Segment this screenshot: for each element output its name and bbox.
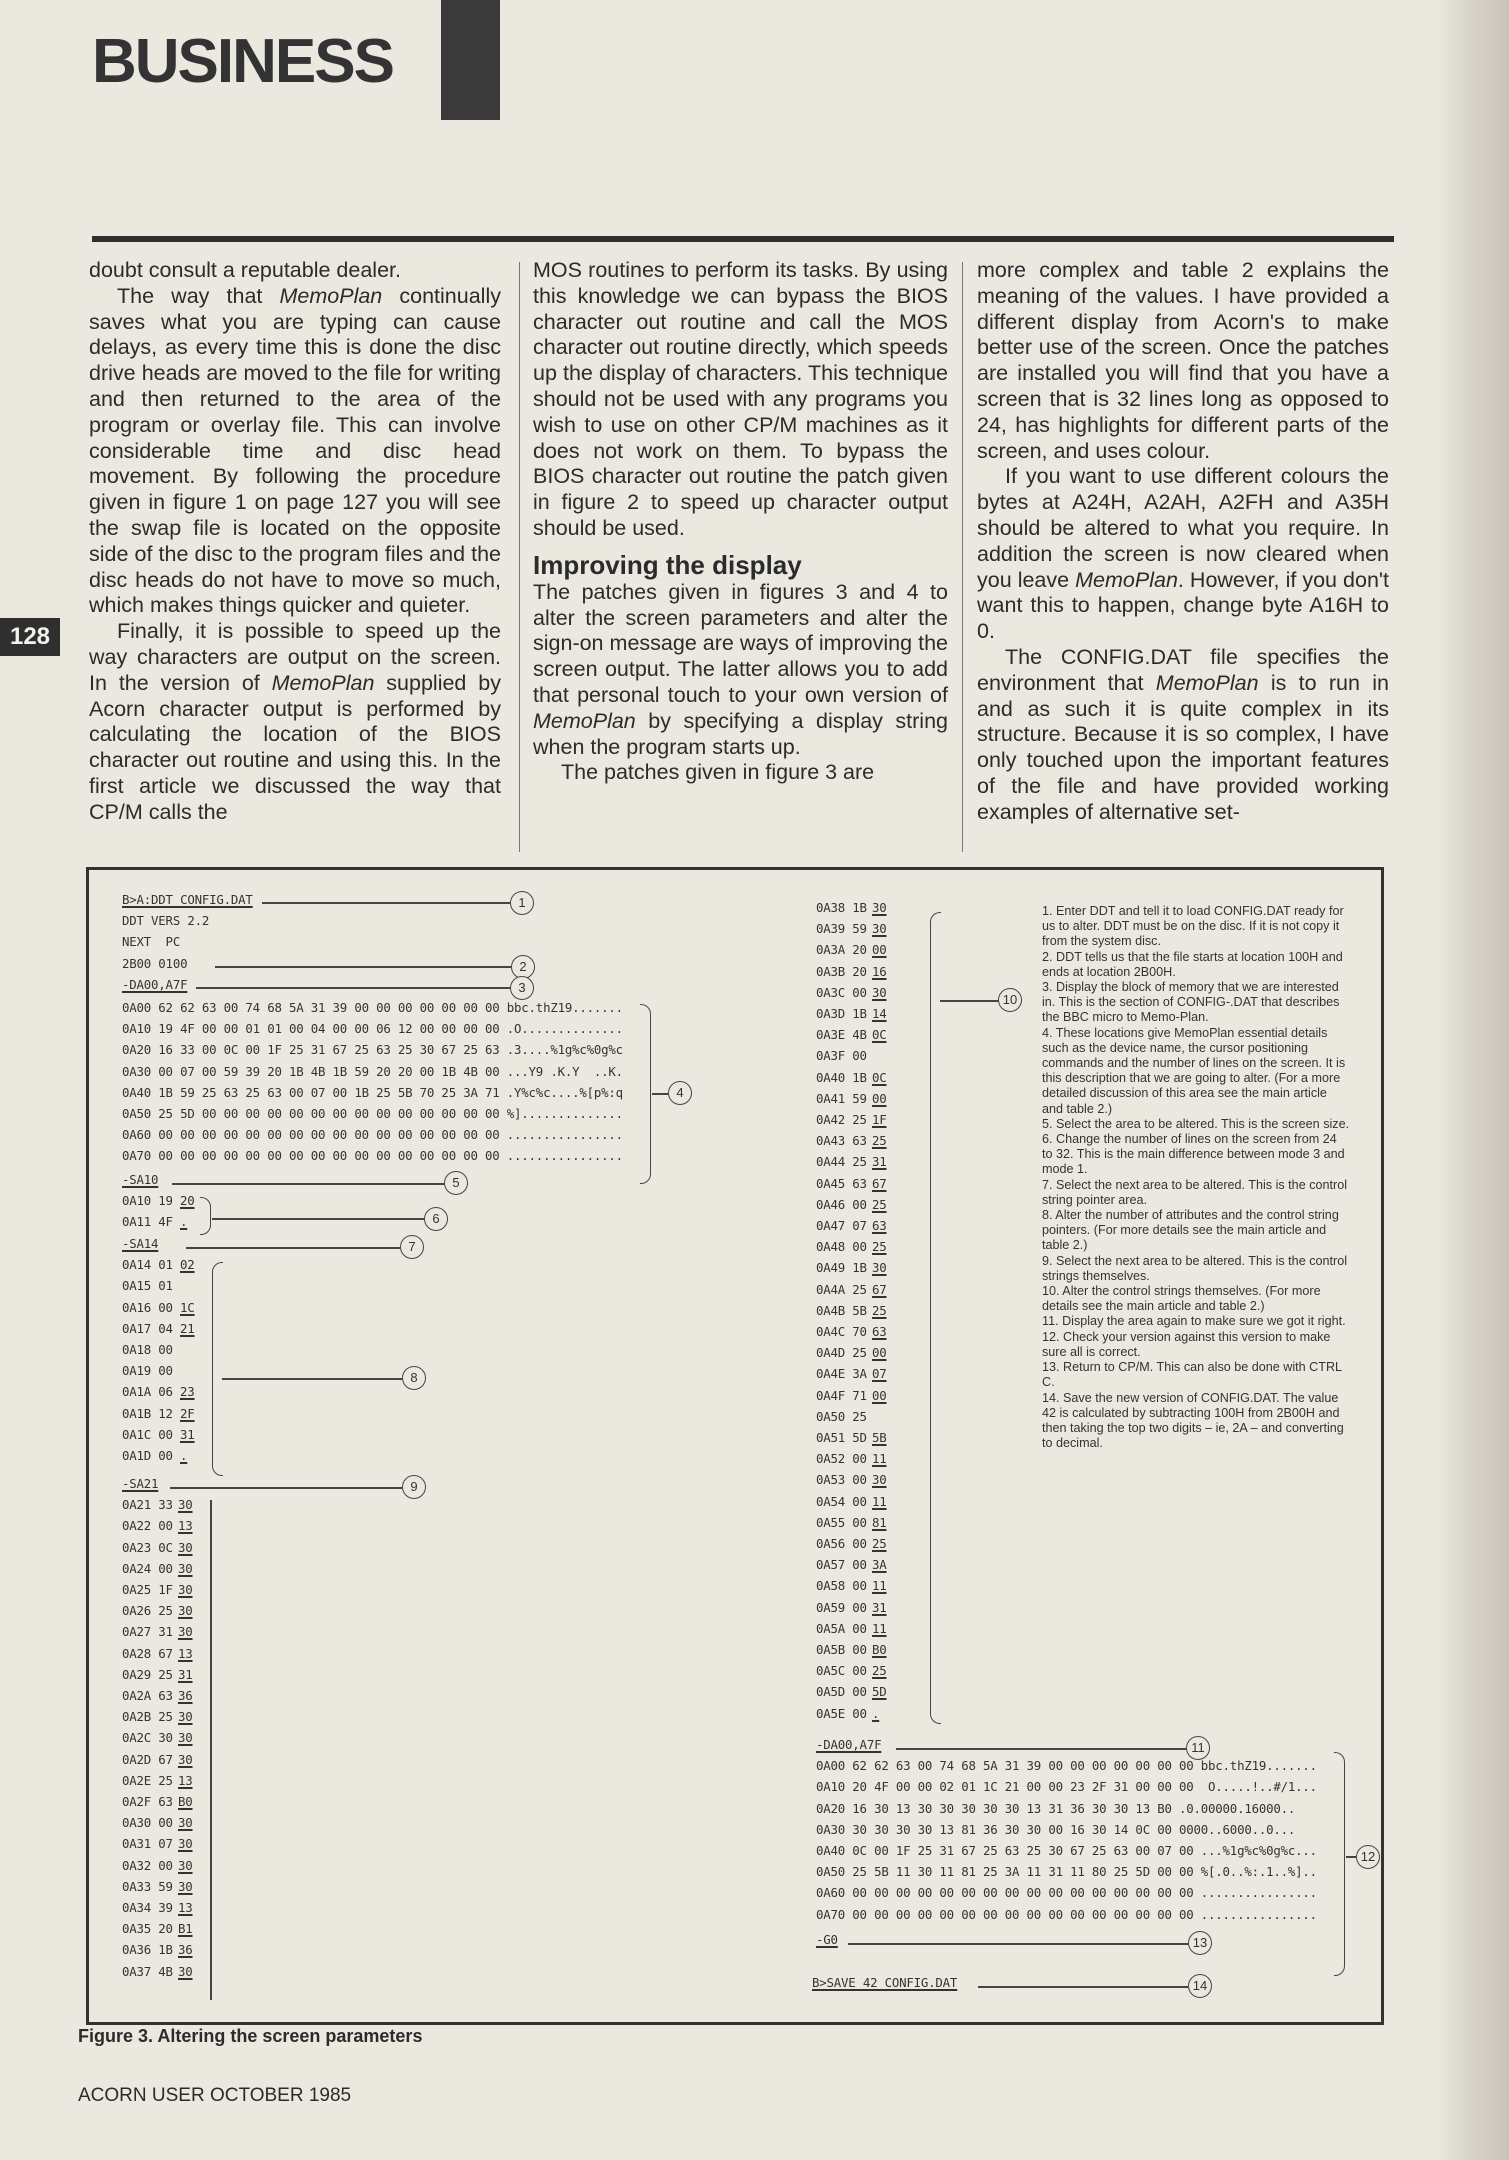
patched-byte: 63 xyxy=(872,1324,887,1339)
ddt-command-line: B>A:DDT CONFIG.DAT xyxy=(122,892,253,907)
memory-address: 0A5C 00 xyxy=(816,1663,867,1679)
patched-byte: 30 xyxy=(872,921,887,937)
note-item: 5. Select the area to be altered. This is the screen size. xyxy=(1042,1116,1350,1131)
memory-address: 0A2E 25 xyxy=(122,1772,173,1788)
note-item: 4. These locations give MemoPlan essential details such as the device name, the cursor positioning commands and the number of lines on the screen. It is this description that we are going to alter. (For a more detailed discussion of this area see the main article and table 2.) xyxy=(1042,1025,1346,1116)
callout-number: 1 xyxy=(510,891,534,915)
col2-paragraph: The patches given in figure 3 are xyxy=(561,760,875,785)
brace xyxy=(200,1197,211,1235)
leader-line xyxy=(172,1183,444,1185)
callout-number: 3 xyxy=(510,976,534,1000)
patched-byte: 1F xyxy=(872,1112,887,1127)
memory-address: 0A3E 4B xyxy=(816,1027,867,1043)
footer: ACORN USER OCTOBER 1985 xyxy=(78,2085,352,2106)
note-item: 14. Save the new version of CONFIG.DAT. The value 42 is calculated by subtracting 100H from 2B00H and then taking the top two digits – ie, 2A – and converting to decimal. xyxy=(1042,1390,1344,1451)
patched-byte: 00 xyxy=(872,942,887,958)
column-2 xyxy=(533,258,948,786)
leader-line xyxy=(212,1218,424,1220)
hex-dump-row: 0A40 0C 00 1F 25 31 67 25 63 25 30 67 25 63 00 07 00 ...%1g%c%0g%c... xyxy=(816,1843,1317,1858)
patched-byte: 30 xyxy=(178,1603,193,1619)
ddt-command-line: NEXT PC xyxy=(122,934,181,950)
memory-address: 0A3A 20 xyxy=(816,942,867,958)
column-separator xyxy=(962,262,963,852)
memory-address: 0A31 07 xyxy=(122,1836,173,1852)
memory-address: 0A16 00 xyxy=(122,1299,173,1315)
memory-address: 0A29 25 xyxy=(122,1666,173,1682)
patched-byte: 11 xyxy=(872,1620,887,1636)
patched-byte: 31 xyxy=(872,1154,887,1170)
memory-address: 0A3B 20 xyxy=(816,963,867,979)
leader-line xyxy=(1346,1856,1356,1858)
memory-address: 0A2D 67 xyxy=(122,1751,173,1767)
memory-address: 0A41 59 xyxy=(816,1090,867,1106)
memory-address: 0A4C 70 xyxy=(816,1324,867,1339)
memory-address: 0A33 59 xyxy=(122,1878,173,1894)
patched-byte: 31 xyxy=(872,1599,887,1615)
patched-byte: 31 xyxy=(180,1426,195,1442)
patched-byte: 16 xyxy=(872,963,887,979)
patched-byte: 30 xyxy=(178,1497,193,1513)
memory-address: 0A5E 00 xyxy=(816,1705,867,1721)
memory-address: 0A14 01 xyxy=(122,1257,173,1273)
section-title-block xyxy=(441,0,500,120)
patched-byte: 30 xyxy=(178,1878,193,1894)
hex-dump-row: 0A40 1B 59 25 63 25 63 00 07 00 1B 25 5B 70 25 3A 71 .Y%c%c....%[p%:q xyxy=(122,1084,623,1100)
memory-address: 0A35 20 xyxy=(122,1921,173,1937)
patched-byte: 00 xyxy=(872,1387,887,1403)
hex-dump-row: 0A70 00 00 00 00 00 00 00 00 00 00 00 00 00 00 00 00 ................ xyxy=(816,1906,1317,1922)
ddt-command-line: -DA00,A7F xyxy=(122,976,188,992)
patched-byte: B0 xyxy=(178,1794,193,1809)
memory-address: 0A19 00 xyxy=(122,1363,173,1379)
memory-address: 0A58 00 xyxy=(816,1578,867,1594)
callout-number: 8 xyxy=(402,1366,426,1390)
memory-address: 0A2B 25 xyxy=(122,1709,173,1725)
col1-paragraph: The way that MemoPlan continually saves what you are typing can cause delays, as every time this is done the disc drive heads are moved to the file for writing and then returned to the area of the program or overlay file. This can involve considerable time and disc head movement. By following the procedure given in figure 1 on page 127 you will see the swap file is located on the opposite side of the disc to the program files and the disc heads do not have to move so much, which makes things quicker and quieter. xyxy=(89,283,501,618)
patched-byte: 30 xyxy=(178,1857,193,1873)
memory-address: 0A15 01 xyxy=(122,1278,173,1294)
patched-byte: 31 xyxy=(178,1666,193,1682)
patched-byte: 30 xyxy=(178,1560,193,1576)
patched-byte: B1 xyxy=(178,1921,193,1937)
memory-address: 0A4A 25 xyxy=(816,1281,867,1297)
hex-dump-row: 0A00 62 62 63 00 74 68 5A 31 39 00 00 00 00 00 00 00 bbc.thZ19....... xyxy=(122,1000,623,1015)
memory-address: 0A34 39 xyxy=(122,1900,173,1915)
patched-byte: 30 xyxy=(178,1624,193,1640)
col1-paragraph: Finally, it is possible to speed up the way characters are output on the screen. In the version of MemoPlan supplied by Acorn character output is performed by calculating the location of the BIOS character out routine and using this. In the first article we discussed the way that CP/M calls the xyxy=(89,619,501,824)
note-item: 11. Display the area again to make sure we got it right. xyxy=(1042,1314,1346,1329)
figure-caption: Figure 3. Altering the screen parameters xyxy=(78,2026,423,2046)
patched-byte: 30 xyxy=(872,1260,887,1276)
hex-dump-row: 0A10 20 4F 00 00 02 01 1C 21 00 00 23 2F 31 00 00 00 O.....!..#/1... xyxy=(816,1779,1317,1795)
memory-address: 0A21 33 xyxy=(122,1497,173,1513)
hex-dump-row: 0A60 00 00 00 00 00 00 00 00 00 00 00 00 00 00 00 00 ................ xyxy=(816,1885,1317,1901)
note-item: 1. Enter DDT and tell it to load CONFIG.DAT ready for us to alter. DDT must be on the disc. If it is not copy it from the system disc. xyxy=(1042,904,1344,949)
memory-address: 0A2C 30 xyxy=(122,1730,173,1746)
patched-byte: 11 xyxy=(872,1451,887,1467)
patched-byte: . xyxy=(872,1705,880,1721)
callout-number: 10 xyxy=(998,988,1022,1012)
subheading: Improving the display xyxy=(533,549,802,580)
patched-byte: 30 xyxy=(178,1539,193,1555)
note-item: 2. DDT tells us that the file starts at location 100H and ends at location 2B00H. xyxy=(1042,949,1343,979)
memory-address: 0A57 00 xyxy=(816,1557,867,1573)
callout-number: 5 xyxy=(444,1171,468,1195)
hex-dump-row: 0A30 30 30 30 30 13 81 36 30 30 00 16 30 14 0C 00 0000..6000..0... xyxy=(816,1821,1296,1837)
callout-number: 13 xyxy=(1188,1931,1212,1955)
patched-byte: 25 xyxy=(872,1133,887,1149)
patched-byte: 25 xyxy=(872,1663,887,1679)
note-item: 13. Return to CP/M. This can also be done with CTRL C. xyxy=(1042,1360,1342,1390)
patched-byte: 67 xyxy=(872,1175,887,1191)
patched-byte: . xyxy=(180,1448,188,1463)
patched-byte: 81 xyxy=(872,1514,887,1530)
leader-line xyxy=(262,902,510,904)
memory-address: 0A10 19 xyxy=(122,1193,173,1209)
patched-byte: 11 xyxy=(872,1493,887,1509)
note-item: 7. Select the next area to be altered. This is the control string pointer area. xyxy=(1042,1177,1347,1207)
page-edge-shadow xyxy=(1440,0,1509,2160)
memory-address: 0A42 25 xyxy=(816,1112,867,1127)
memory-address: 0A4D 25 xyxy=(816,1345,867,1361)
ddt-command-line: -G0 xyxy=(816,1932,838,1947)
leader-line xyxy=(940,1000,998,1002)
col3-paragraph: The CONFIG.DAT file specifies the environment that MemoPlan is to run in and as such it is quite complex in its structure. Because it is so complex, I have only touched upon the important features of the file and have provided working examples of alternative set- xyxy=(977,644,1389,824)
memory-address: 0A55 00 xyxy=(816,1514,867,1530)
col2-paragraph: The patches given in figures 3 and 4 to alter the screen parameters and alter the sign-on message are ways of improving the screen output. The latter allows you to add that personal touch to your own version of MemoPlan by specifying a display string when the program starts up. xyxy=(533,579,948,759)
hex-dump-row: 0A50 25 5B 11 30 11 81 25 3A 11 31 11 80 25 5D 00 00 %[.0..%:.1..%].. xyxy=(816,1864,1317,1880)
patched-byte: 2F xyxy=(180,1405,195,1421)
note-item: 10. Alter the control strings themselves. (For more details see the main article and table 2.) xyxy=(1042,1284,1321,1314)
memory-address: 0A44 25 xyxy=(816,1154,867,1170)
memory-address: 0A1B 12 xyxy=(122,1405,173,1421)
column-3 xyxy=(977,258,1389,826)
patched-byte: 5D xyxy=(872,1684,887,1700)
memory-address: 0A38 1B xyxy=(816,900,867,915)
memory-address: 0A28 67 xyxy=(122,1645,173,1661)
hex-dump-row: 0A20 16 30 13 30 30 30 30 30 13 31 36 30 30 13 B0 .0.00000.16000.. xyxy=(816,1800,1296,1816)
patched-byte: 36 xyxy=(178,1688,193,1703)
patched-byte: 21 xyxy=(180,1320,195,1336)
patched-byte: 0C xyxy=(872,1069,887,1085)
patched-byte: 3A xyxy=(872,1557,887,1573)
patched-byte: 20 xyxy=(180,1193,195,1209)
memory-address: 0A5B 00 xyxy=(816,1642,867,1657)
callout-number: 7 xyxy=(400,1235,424,1259)
memory-address: 0A18 00 xyxy=(122,1342,173,1357)
patched-byte: 30 xyxy=(178,1963,193,1979)
memory-address: 0A27 31 xyxy=(122,1624,173,1640)
hex-dump-row: 0A50 25 5D 00 00 00 00 00 00 00 00 00 00 00 00 00 00 %].............. xyxy=(122,1106,623,1121)
ddt-command-line: -SA10 xyxy=(122,1172,159,1187)
hex-dump-row: 0A70 00 00 00 00 00 00 00 00 00 00 00 00 00 00 00 00 ................ xyxy=(122,1148,623,1164)
patched-byte: 11 xyxy=(872,1578,887,1594)
callout-number: 6 xyxy=(424,1207,448,1231)
memory-address: 0A2F 63 xyxy=(122,1794,173,1809)
brace xyxy=(640,1004,651,1184)
memory-address: 0A17 04 xyxy=(122,1320,173,1336)
col3-paragraph: more complex and table 2 explains the meaning of the values. I have provided a different display from Acorn's to make better use of the screen. Once the patches are installed you will find that you have a screen that is 32 lines long as opposed to 24, has highlights for different parts of the screen, and uses colour. xyxy=(977,258,1389,463)
patched-byte: 23 xyxy=(180,1384,195,1400)
callout-number: 12 xyxy=(1356,1845,1380,1869)
callout-number: 4 xyxy=(668,1081,692,1105)
patched-byte: 13 xyxy=(178,1900,193,1915)
memory-address: 0A53 00 xyxy=(816,1472,867,1488)
memory-address: 0A49 1B xyxy=(816,1260,867,1276)
figure-notes xyxy=(1042,904,1350,1451)
page-number: 128 xyxy=(0,618,60,656)
col3-paragraph: If you want to use different colours the bytes at A24H, A2AH, A2FH and A35H should be altered to what you require. In addition the screen is now cleared when you leave MemoPlan. However, if you don't want this to happen, change byte A16H to 0. xyxy=(977,464,1389,644)
ddt-command-line: -DA00,A7F xyxy=(816,1737,882,1752)
memory-address: 0A30 00 xyxy=(122,1815,173,1831)
patched-byte: 25 xyxy=(872,1302,887,1318)
ddt-command-line: -SA21 xyxy=(122,1476,159,1491)
leader-line xyxy=(848,1943,1188,1945)
ddt-command-line: B>SAVE 42 CONFIG.DAT xyxy=(812,1975,958,1990)
hex-dump-row: 0A20 16 33 00 0C 00 1F 25 31 67 25 63 25 30 67 25 63 .3....%1g%c%0g%c xyxy=(122,1042,623,1058)
memory-address: 0A32 00 xyxy=(122,1857,173,1873)
patched-byte: 30 xyxy=(178,1751,193,1767)
leader-line xyxy=(222,1378,402,1380)
col2-paragraph: MOS routines to perform its tasks. By using this knowledge we can bypass the BIOS character out routine and call the MOS character out routine directly, which speeds up the display of characters. This technique should not be used with any programs you wish to use on other CP/M machines as it does not work on them. To bypass the BIOS character out routine the patch given in figure 2 to speed up character output should be used. xyxy=(533,258,948,540)
leader-line xyxy=(652,1093,668,1095)
note-item: 9. Select the next area to be altered. This is the control strings themselves. xyxy=(1042,1253,1347,1283)
patched-byte: 30 xyxy=(872,900,887,915)
hex-dump-row: 0A30 00 07 00 59 39 20 1B 4B 1B 59 20 20 00 1B 4B 00 ...Y9 .K.Y ..K. xyxy=(122,1063,623,1079)
hex-dump-row: 0A60 00 00 00 00 00 00 00 00 00 00 00 00 00 00 00 00 ................ xyxy=(122,1127,623,1143)
patched-byte: . xyxy=(180,1214,188,1230)
memory-address: 0A23 0C xyxy=(122,1539,173,1555)
leader-line xyxy=(896,1748,1186,1750)
memory-address: 0A5A 00 xyxy=(816,1620,867,1636)
patched-byte: 30 xyxy=(872,984,887,1000)
patched-byte: 00 xyxy=(872,1345,887,1361)
leader-line xyxy=(170,1487,402,1489)
memory-address: 0A39 59 xyxy=(816,921,867,937)
memory-address: 0A26 25 xyxy=(122,1603,173,1619)
memory-address: 0A4F 71 xyxy=(816,1387,867,1403)
brace xyxy=(212,1262,223,1476)
memory-address: 0A25 1F xyxy=(122,1582,173,1597)
patched-byte: 0C xyxy=(872,1027,887,1043)
memory-address: 0A36 1B xyxy=(122,1942,173,1958)
patched-byte: 30 xyxy=(872,1472,887,1488)
patched-byte: 30 xyxy=(178,1582,193,1597)
memory-address: 0A56 00 xyxy=(816,1536,867,1551)
patched-byte: 5B xyxy=(872,1430,887,1445)
memory-address: 0A1D 00 xyxy=(122,1448,173,1463)
memory-address: 0A4E 3A xyxy=(816,1366,867,1382)
leader-line xyxy=(186,1247,400,1249)
memory-address: 0A48 00 xyxy=(816,1239,867,1255)
patched-byte: 67 xyxy=(872,1281,887,1297)
patched-byte: 13 xyxy=(178,1518,193,1534)
ddt-command-line: -SA14 xyxy=(122,1236,159,1251)
leader-line xyxy=(196,987,510,989)
memory-address: 0A43 63 xyxy=(816,1133,867,1149)
section-title: BUSINESS xyxy=(92,27,393,96)
memory-address: 0A2A 63 xyxy=(122,1688,173,1703)
memory-address: 0A3F 00 xyxy=(816,1048,867,1064)
patched-byte: 25 xyxy=(872,1536,887,1551)
hex-dump-row: 0A10 19 4F 00 00 01 01 00 04 00 00 06 12 00 00 00 00 .O.............. xyxy=(122,1021,623,1037)
callout-number: 9 xyxy=(402,1475,426,1499)
leader-line xyxy=(978,1986,1188,1988)
memory-address: 0A1A 06 xyxy=(122,1384,173,1400)
memory-address: 0A52 00 xyxy=(816,1451,867,1467)
patched-byte: 13 xyxy=(178,1772,193,1788)
memory-address: 0A45 63 xyxy=(816,1175,867,1191)
memory-address: 0A50 25 xyxy=(816,1408,867,1424)
memory-address: 0A1C 00 xyxy=(122,1426,173,1442)
memory-address: 0A3D 1B xyxy=(816,1006,867,1021)
patched-byte: 1C xyxy=(180,1299,195,1315)
leader-line xyxy=(210,1500,212,2000)
patched-byte: 63 xyxy=(872,1218,887,1233)
ddt-command-line: 2B00 0100 xyxy=(122,955,188,971)
memory-address: 0A40 1B xyxy=(816,1069,867,1085)
column-separator xyxy=(519,262,520,852)
patched-byte: 30 xyxy=(178,1709,193,1725)
patched-byte: 30 xyxy=(178,1815,193,1831)
memory-address: 0A51 5D xyxy=(816,1430,867,1445)
patched-byte: 07 xyxy=(872,1366,887,1382)
patched-byte: 36 xyxy=(178,1942,193,1958)
note-item: 6. Change the number of lines on the screen from 24 to 32. This is the main difference between mode 3 and mode 1. xyxy=(1042,1132,1345,1177)
memory-address: 0A3C 00 xyxy=(816,984,867,1000)
brace xyxy=(1334,1752,1345,1976)
memory-address: 0A4B 5B xyxy=(816,1302,867,1318)
patched-byte: 00 xyxy=(872,1090,887,1106)
top-rule xyxy=(92,236,1394,242)
memory-address: 0A47 07 xyxy=(816,1218,867,1233)
callout-number: 14 xyxy=(1188,1974,1212,1998)
patched-byte: 30 xyxy=(178,1730,193,1746)
note-item: 12. Check your version against this version to make sure all is correct. xyxy=(1042,1329,1331,1359)
patched-byte: 25 xyxy=(872,1239,887,1255)
memory-address: 0A37 4B xyxy=(122,1963,173,1979)
callout-number: 11 xyxy=(1186,1736,1210,1760)
note-item: 8. Alter the number of attributes and the control string pointers. (For more details see the main article and table 2.) xyxy=(1042,1208,1339,1253)
patched-byte: B0 xyxy=(872,1642,887,1657)
memory-address: 0A59 00 xyxy=(816,1599,867,1615)
leader-line xyxy=(215,966,511,968)
brace xyxy=(930,912,941,1724)
note-item: 3. Display the block of memory that we are interested in. This is the section of CONFIG-.DAT that describes the BBC micro to Memo-Plan. xyxy=(1042,980,1340,1025)
patched-byte: 02 xyxy=(180,1257,195,1273)
patched-byte: 14 xyxy=(872,1006,887,1021)
memory-address: 0A24 00 xyxy=(122,1560,173,1576)
memory-address: 0A54 00 xyxy=(816,1493,867,1509)
patched-byte: 25 xyxy=(872,1196,887,1212)
memory-address: 0A11 4F xyxy=(122,1214,173,1230)
hex-dump-row: 0A00 62 62 63 00 74 68 5A 31 39 00 00 00 00 00 00 00 bbc.thZ19....... xyxy=(816,1758,1317,1774)
column-1 xyxy=(89,258,501,826)
memory-address: 0A22 00 xyxy=(122,1518,173,1534)
memory-address: 0A5D 00 xyxy=(816,1684,867,1700)
patched-byte: 13 xyxy=(178,1645,193,1661)
ddt-command-line: DDT VERS 2.2 xyxy=(122,913,210,929)
memory-address: 0A46 00 xyxy=(816,1196,867,1212)
patched-byte: 30 xyxy=(178,1836,193,1852)
callout-number: 2 xyxy=(511,955,535,979)
col1-paragraph: doubt consult a reputable dealer. xyxy=(89,258,401,282)
